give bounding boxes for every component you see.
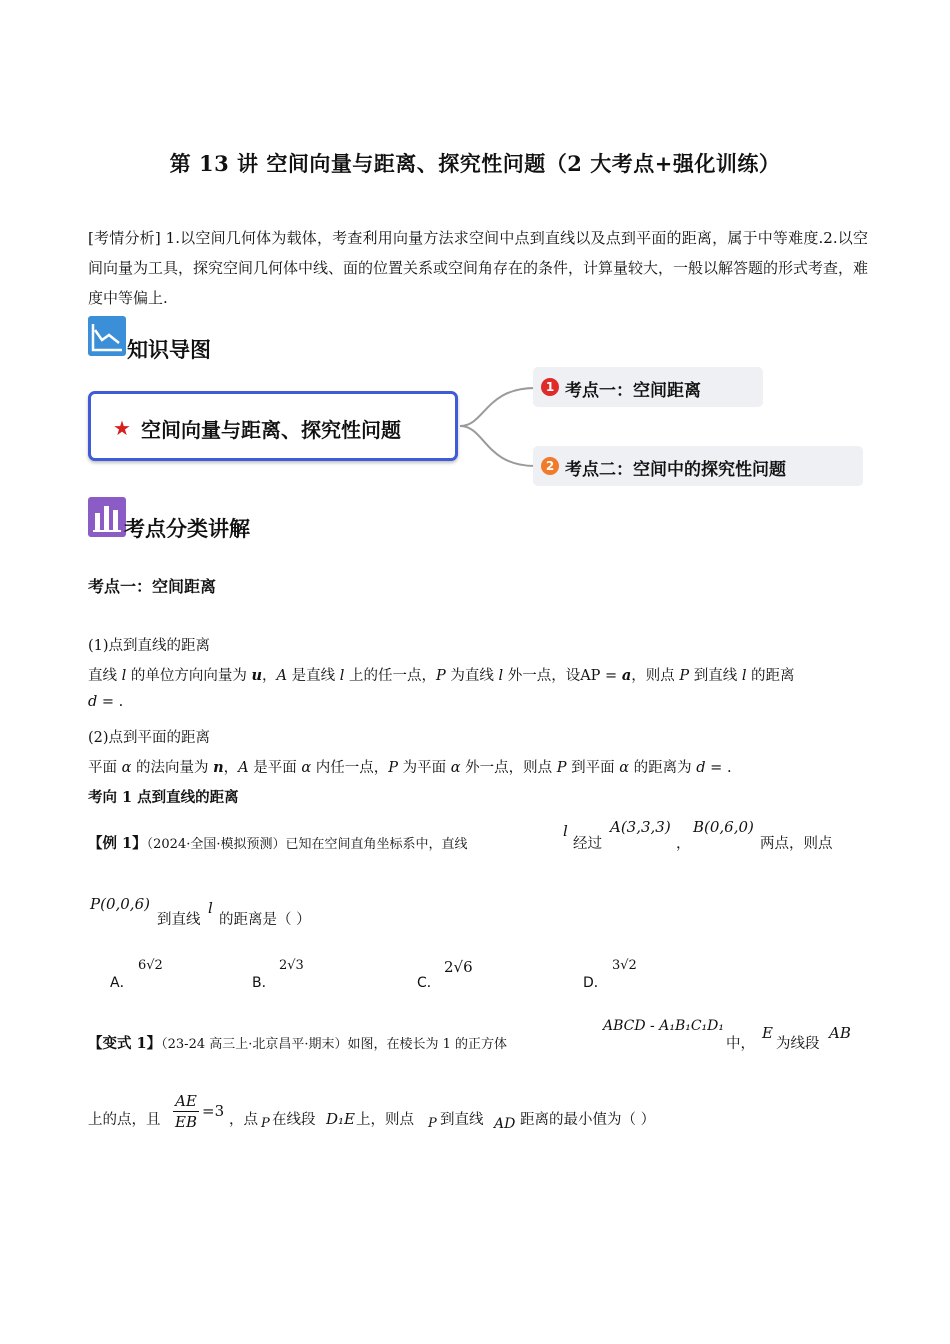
math-eq: =3 (202, 1102, 225, 1120)
definition-line: d = . (88, 694, 124, 710)
subtopic-title: (2)点到平面的距离 (88, 730, 211, 746)
mindmap-connectors (455, 380, 545, 480)
text: 经过 (573, 836, 602, 852)
page-title: 第 13 讲 空间向量与距离、探究性问题（2 大考点+强化训练） (169, 151, 781, 176)
math-D1E: D₁E (326, 1110, 355, 1128)
mindmap-node-2 (533, 446, 863, 486)
text: ， (676, 836, 691, 852)
text: 两点，则点 (760, 836, 833, 852)
math-AD: AD (494, 1116, 516, 1132)
text: 的距离是（ ） (219, 912, 311, 928)
subtopic-title: (1)点到直线的距离 (88, 638, 211, 654)
mindmap-node-1 (533, 367, 763, 407)
text: 为线段 (776, 1036, 820, 1052)
math-point-B: B(0,6,0) (693, 818, 754, 836)
math-point-P: P(0,0,6) (90, 895, 150, 913)
star-icon: ★ (113, 416, 131, 440)
text: 上，则点 (356, 1112, 414, 1128)
chart-line-icon (88, 316, 126, 356)
math-E: E (762, 1024, 773, 1042)
topic-heading: 考点一：空间距离 (88, 577, 217, 596)
number-badge: 2 (541, 457, 559, 475)
text: 到直线 (440, 1112, 484, 1128)
text: 中， (726, 1036, 755, 1052)
math-l: l (208, 899, 213, 917)
text: 距离的最小值为（ ） (520, 1112, 656, 1128)
mindmap-main-node (88, 391, 458, 461)
math-cube: ABCD - A₁B₁C₁D₁ (603, 1018, 725, 1034)
direction-heading: 考向 1 点到直线的距离 (88, 789, 239, 806)
text: ，点 (229, 1112, 258, 1128)
section-title-topics: 考点分类讲解 (124, 517, 250, 541)
mindmap-node-label: 考点二：空间中的探究性问题 (565, 460, 786, 480)
definition-line: 直线 l 的单位方向向量为 u，A 是直线 l 上的任一点，P 为直线 l 外一点，设AP = a，则点 P 到直线 l 的距离 (88, 667, 795, 684)
section-title-mindmap: 知识导图 (127, 338, 211, 362)
math-P: P (428, 1116, 437, 1131)
text: 在线段 (272, 1112, 316, 1128)
fraction-ae-eb: AE EB (173, 1092, 199, 1131)
number-badge: 1 (541, 378, 559, 396)
definition-line: 平面 α 的法向量为 n，A 是平面 α 内任一点，P 为平面 α 外一点，则点 P 到平面 α 的距离为 d = . (88, 759, 732, 776)
exam-analysis: [考情分析] 1.以空间几何体为载体，考查利用向量方法求空间中点到直线以及点到平面的距离，属于中等难度.2.以空间向量为工具，探究空间几何体中线、面的位置关系或空间角存在的条件，计算量较大，一般以解答题的形式考查，难度中等偏上. (88, 229, 869, 307)
math-AB: AB (829, 1024, 851, 1042)
math-P: P (261, 1116, 270, 1131)
variant-1-line1: 【变式 1】（23-24 高三上·北京昌平·期末）如图，在棱长为 1 的正方体 (88, 1035, 508, 1052)
text: 上的点，且 (88, 1112, 161, 1128)
math-l: l (563, 822, 568, 840)
example-1-line1: 【例 1】（2024·全国·模拟预测）已知在空间直角坐标系中，直线 (88, 835, 468, 852)
mindmap-node-label: 考点一：空间距离 (565, 381, 701, 401)
math-point-A: A(3,3,3) (610, 818, 671, 836)
text: 到直线 (157, 912, 201, 928)
mindmap-main-label: 空间向量与距离、探究性问题 (141, 418, 401, 442)
bar-chart-icon (88, 497, 126, 537)
